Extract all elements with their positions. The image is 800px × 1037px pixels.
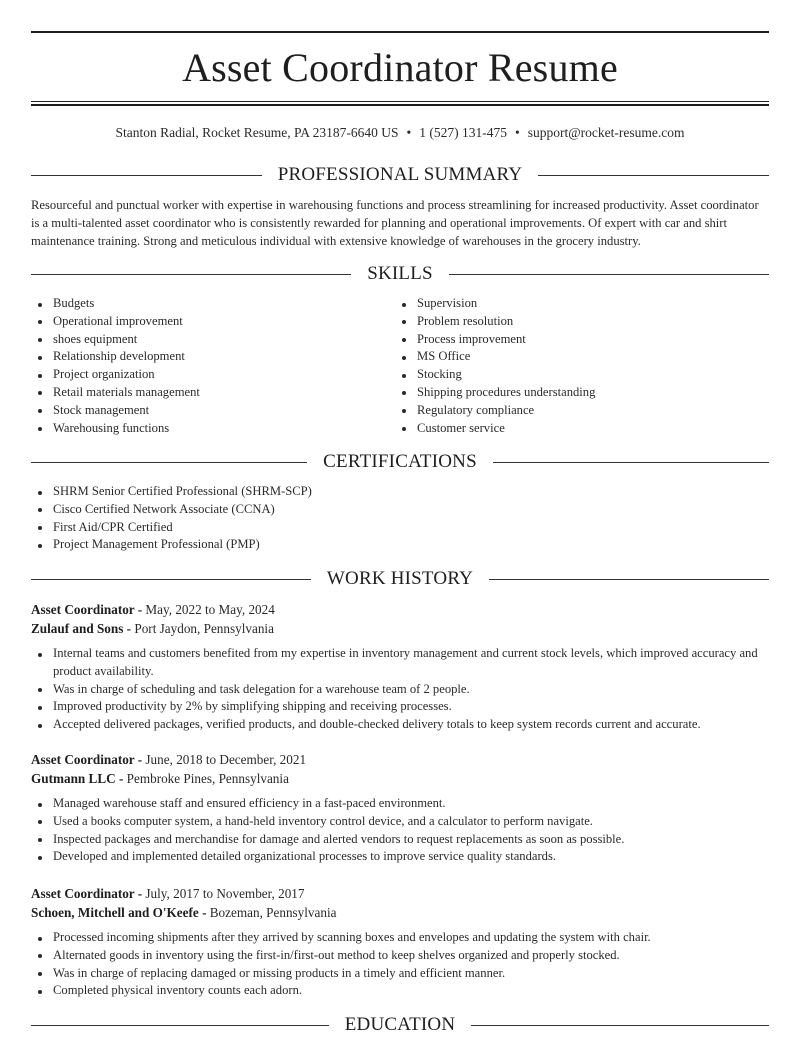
heading-rule-left <box>31 175 262 176</box>
job-bullets <box>31 795 769 866</box>
heading-rule-right <box>471 1025 769 1026</box>
contact-email: support@rocket-resume.com <box>527 125 685 140</box>
section-heading-skills <box>31 262 769 286</box>
section-heading-summary <box>31 163 769 187</box>
heading-rule-right <box>538 175 769 176</box>
dash: - <box>134 886 146 901</box>
job-bullet: Used a books computer system, a hand-held inventory control device, and a calculator to perform navigate. <box>31 813 769 831</box>
skill-item: Problem resolution <box>395 313 765 331</box>
heading-rule-right <box>493 462 769 463</box>
heading-rule-left <box>31 1025 329 1026</box>
job-bullet: Improved productivity by 2% by simplifying shipping and receiving processes. <box>31 698 769 716</box>
job-company-line <box>31 619 769 638</box>
heading-rule-left <box>31 462 307 463</box>
certification-item: First Aid/CPR Certified <box>31 519 769 537</box>
job-bullet: Developed and implemented detailed organizational processes to improve service quality standards. <box>31 848 769 866</box>
job-bullet: Internal teams and customers benefited from my expertise in inventory management and current stock levels, which improved accuracy and product availability. <box>31 645 769 681</box>
certification-item: Cisco Certified Network Associate (CCNA) <box>31 501 769 519</box>
dash: - <box>198 905 210 920</box>
job-company: Zulauf and Sons <box>31 621 124 636</box>
skill-item: Process improvement <box>395 331 765 349</box>
heading-rule-left <box>31 274 351 275</box>
job-bullet: Accepted delivered packages, verified products, and double-checked delivery totals to keep system records current and accurate. <box>31 716 769 734</box>
job-title: Asset Coordinator <box>31 602 135 617</box>
job-title: Asset Coordinator <box>31 886 135 901</box>
skill-item: Budgets <box>31 295 391 313</box>
skill-item: Stocking <box>395 366 765 384</box>
heading-label: WORK HISTORY <box>326 568 474 589</box>
title-double-rule-thin <box>31 101 769 102</box>
job-bullets <box>31 929 769 1000</box>
skill-item: Shipping procedures understanding <box>395 384 765 402</box>
certification-item: Project Management Professional (PMP) <box>31 536 769 554</box>
job-location: Port Jaydon, Pennsylvania <box>134 621 274 636</box>
bullet-separator: • <box>514 125 520 140</box>
title-double-rule-thick <box>31 104 769 106</box>
section-heading-work-history <box>31 567 769 591</box>
contact-address: Stanton Radial, Rocket Resume, PA 23187-6640 US <box>115 125 399 140</box>
heading-label: PROFESSIONAL SUMMARY <box>277 164 523 185</box>
section-heading-education <box>31 1013 769 1037</box>
section-heading-certifications <box>31 450 769 474</box>
job-company-line <box>31 903 769 922</box>
job-bullet: Was in charge of replacing damaged or missing products in a timely and efficient manner. <box>31 965 769 983</box>
job-entry <box>31 884 769 1000</box>
heading-rule-right <box>489 579 769 580</box>
heading-label: EDUCATION <box>344 1014 456 1035</box>
skill-item: Stock management <box>31 402 391 420</box>
job-title-line <box>31 884 769 903</box>
job-bullet: Inspected packages and merchandise for damage and alerted vendors to request replacements as soon as possible. <box>31 831 769 849</box>
contact-phone: 1 (527) 131-475 <box>419 125 507 140</box>
job-dates: July, 2017 to November, 2017 <box>145 886 305 901</box>
skill-item: shoes equipment <box>31 331 391 349</box>
job-entry <box>31 750 769 866</box>
job-entry <box>31 600 769 734</box>
summary-text: Resourceful and punctual worker with expertise in warehousing functions and process streamlining for increased productivity. Asset coordinator is a multi-talented asset coordinator who is consistently rewarded for planning and operational improvements. Of expert with car and shirt maintenance training. Strong and meticulous individual with extensive knowledge of warehouses in the grocery industry. <box>31 198 759 248</box>
skills-list-left <box>31 295 391 437</box>
job-bullet: Completed physical inventory counts each adorn. <box>31 982 769 1000</box>
job-title-line <box>31 600 769 619</box>
skill-item: Operational improvement <box>31 313 391 331</box>
heading-rule-left <box>31 579 311 580</box>
certifications-list <box>31 483 769 554</box>
job-company: Schoen, Mitchell and O'Keefe <box>31 905 199 920</box>
job-dates: June, 2018 to December, 2021 <box>145 752 307 767</box>
skill-item: Project organization <box>31 366 391 384</box>
job-dates: May, 2022 to May, 2024 <box>145 602 275 617</box>
skill-item: Warehousing functions <box>31 420 391 438</box>
job-location: Pembroke Pines, Pennsylvania <box>126 771 289 786</box>
dash: - <box>115 771 127 786</box>
skill-item: Retail materials management <box>31 384 391 402</box>
job-bullet: Alternated goods in inventory using the first-in/first-out method to keep shelves organized and properly stocked. <box>31 947 769 965</box>
skill-item: Supervision <box>395 295 765 313</box>
job-bullet: Processed incoming shipments after they arrived by scanning boxes and envelopes and updating the system with chair. <box>31 929 769 947</box>
job-title: Asset Coordinator <box>31 752 135 767</box>
skill-item: MS Office <box>395 348 765 366</box>
job-bullet: Managed warehouse staff and ensured efficiency in a fast-paced environment. <box>31 795 769 813</box>
heading-label: SKILLS <box>367 263 433 284</box>
resume-title: Asset Coordinator Resume <box>182 45 618 90</box>
certification-item: SHRM Senior Certified Professional (SHRM-SCP) <box>31 483 769 501</box>
dash: - <box>123 621 135 636</box>
skill-item: Regulatory compliance <box>395 402 765 420</box>
job-bullet: Was in charge of scheduling and task delegation for a warehouse team of 2 people. <box>31 681 769 699</box>
job-title-line <box>31 750 769 769</box>
top-rule <box>31 31 769 33</box>
job-location: Bozeman, Pennsylvania <box>209 905 337 920</box>
dash: - <box>134 602 146 617</box>
heading-rule-right <box>449 274 769 275</box>
bullet-separator: • <box>406 125 412 140</box>
skills-list-right <box>395 295 765 437</box>
skill-item: Customer service <box>395 420 765 438</box>
dash: - <box>134 752 146 767</box>
job-company: Gutmann LLC <box>31 771 116 786</box>
heading-label: CERTIFICATIONS <box>323 451 477 472</box>
job-company-line <box>31 769 769 788</box>
skill-item: Relationship development <box>31 348 391 366</box>
contact-line <box>31 124 769 142</box>
job-bullets <box>31 645 769 734</box>
